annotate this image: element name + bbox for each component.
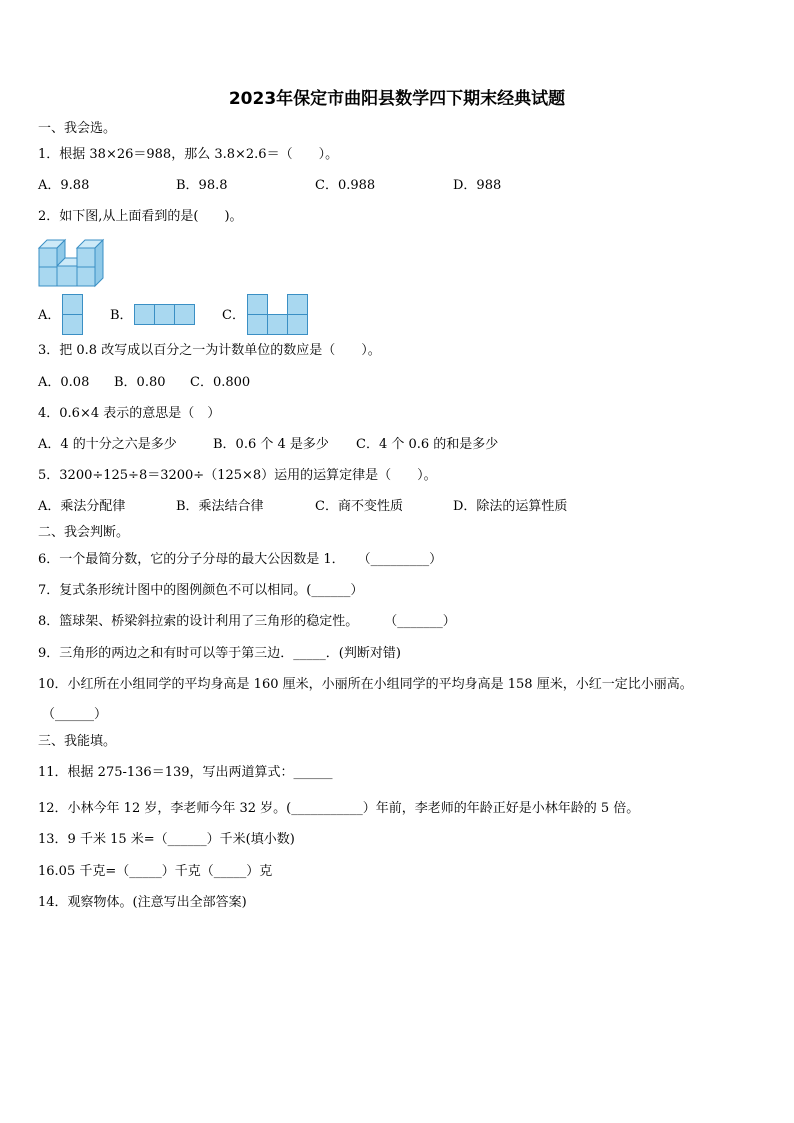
q3-option-c: C．0.800 <box>190 375 251 390</box>
q3-option-b: B．0.80 <box>114 375 166 390</box>
cube-figure <box>38 238 108 288</box>
q5-option-c: C．商不变性质 <box>315 499 403 514</box>
question-2: 2．如下图,从上面看到的是( )。 <box>38 209 243 224</box>
question-14: 14．观察物体。(注意写出全部答案) <box>38 895 247 910</box>
question-10: 10．小红所在小组同学的平均身高是 160 厘米，小丽所在小组同学的平均身高是 158 厘米，小红一定比小丽高。 <box>38 677 693 692</box>
q4-option-c: C．4 个 0.6 的和是多少 <box>356 437 499 452</box>
section-heading-judge: 二、我会判断。 <box>38 525 130 540</box>
q1-option-a: A．9.88 <box>38 178 90 193</box>
question-13: 13．9 千米 15 米=（______）千米(填小数) <box>38 832 295 847</box>
q2-option-a: A． <box>38 308 61 323</box>
section-heading-fill: 三、我能填。 <box>38 734 117 749</box>
q1-option-c: C．0.988 <box>315 178 376 193</box>
q10-answer-blank: （______） <box>42 707 108 722</box>
page-title: 2023年保定市曲阳县数学四下期末经典试题 <box>228 89 566 109</box>
question-7: 7．复式条形统计图中的图例颜色不可以相同。(______） <box>38 583 364 598</box>
q2-option-b-view <box>134 304 196 326</box>
q4-option-a: A．4 的十分之六是多少 <box>38 437 177 452</box>
question-11: 11．根据 275-136＝139，写出两道算式：______ <box>38 765 333 780</box>
question-1: 1．根据 38×26＝988，那么 3.8×2.6＝（ ）。 <box>38 147 339 162</box>
question-13b: 16.05 千克=（_____）千克（_____）克 <box>38 864 273 879</box>
q2-option-c: C． <box>222 308 245 323</box>
q2-option-b: B． <box>110 308 133 323</box>
q5-option-b: B．乘法结合律 <box>176 499 264 514</box>
q5-option-a: A．乘法分配律 <box>38 499 126 514</box>
question-9: 9．三角形的两边之和有时可以等于第三边．_____．(判断对错) <box>38 646 401 661</box>
q5-option-d: D．除法的运算性质 <box>453 499 568 514</box>
question-12: 12．小林今年 12 岁，李老师今年 32 岁。(___________）年前，李老师的年龄正好是小林年龄的 5 倍。 <box>38 801 640 816</box>
question-3: 3．把 0.8 改写成以百分之一为计数单位的数应是（ ）。 <box>38 343 381 358</box>
q4-option-b: B．0.6 个 4 是多少 <box>213 437 329 452</box>
question-8: 8．篮球架、桥梁斜拉索的设计利用了三角形的稳定性。 （_______） <box>38 614 456 629</box>
question-6: 6．一个最简分数，它的分子分母的最大公因数是 1． （_________） <box>38 552 443 567</box>
question-5: 5．3200÷125÷8＝3200÷（125×8）运用的运算定律是（ ）。 <box>38 468 437 483</box>
q2-option-a-view <box>62 294 84 336</box>
question-4: 4．0.6×4 表示的意思是（ ） <box>38 406 221 421</box>
q3-option-a: A．0.08 <box>38 375 90 390</box>
section-heading-choose: 一、我会选。 <box>38 121 117 136</box>
q2-option-c-view <box>247 294 309 336</box>
q1-option-b: B．98.8 <box>176 178 228 193</box>
q1-option-d: D．988 <box>453 178 502 193</box>
